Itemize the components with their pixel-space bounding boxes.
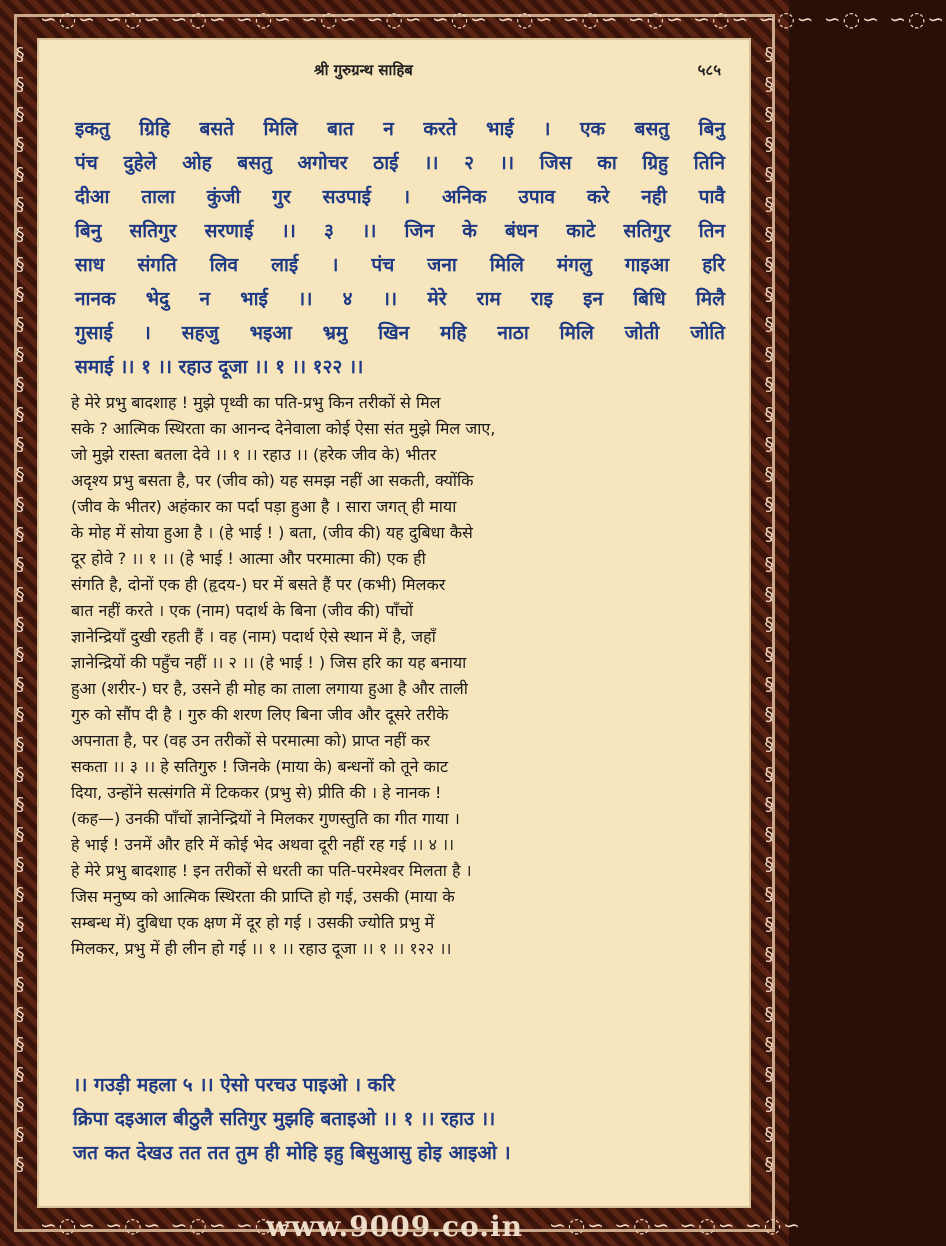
- verse-line: बिनु सतिगुर सरणाई ।। ३ ।। जिन के बंधन काटे सतिगुर तिन: [75, 220, 725, 242]
- translation-line: जिस मनुष्य को आत्मिक स्थिरता की प्राप्ति हो गई, उसकी (माया के: [71, 887, 455, 906]
- page-header: [39, 60, 753, 84]
- translation-line: जो मुझे रास्ता बतला देवे ।। १ ।। रहाउ ।। (हरेक जीव के) भीतर: [71, 445, 437, 464]
- verse-line: इकतु ग्रिहि बसते मिलि बात न करते भाई । एक बसतु बिनु: [75, 118, 725, 140]
- translation-line: हे भाई ! उनमें और हरि में कोई भेद अथवा दूरी नहीं रह गई ।। ४ ।।: [71, 835, 455, 854]
- translation-line: (कह—) उनकी पाँचों ज्ञानेन्द्रियों ने मिलकर गुणस्तुति का गीत गाया ।: [71, 809, 460, 828]
- translation-line: ज्ञानेन्द्रियाँ दुखी रहती हैं । वह (नाम) पदार्थ ऐसे स्थान में है, जहाँ: [71, 627, 436, 646]
- verse-line: गुसाई । सहजु भइआ भ्रमु खिन महि नाठा मिलि जोती जोति: [75, 322, 725, 344]
- bottom-ornament-left: ∽◌∽ ∽◌∽ ∽◌∽ ∽◌∽: [40, 1213, 293, 1237]
- verse-line: क्रिपा दइआल बीठुलै सतिगुर मुझहि बताइओ ।। १ ।। रहाउ ।।: [73, 1108, 496, 1130]
- verse-line: दीआ ताला कुंजी गुर सउपाई । अनिक उपाव करे नही पावै: [75, 186, 725, 208]
- translation-line: हुआ (शरीर-) घर है, उसने ही मोह का ताला लगाया हुआ है और ताली: [71, 679, 468, 698]
- scripture-page: [37, 38, 751, 1208]
- bottom-ornament-right: ∽◌∽ ∽◌∽ ∽◌∽ ∽◌∽: [549, 1213, 802, 1237]
- hindi-translation: [71, 390, 725, 962]
- translation-line: अपनाता है, पर (वह उन तरीकों से परमात्मा को) प्राप्त नहीं कर: [71, 731, 430, 750]
- translation-line: बात नहीं करते । एक (नाम) पदार्थ के बिना (जीव की) पाँचों: [71, 601, 414, 620]
- top-ornament: ∽◌∽ ∽◌∽ ∽◌∽ ∽◌∽ ∽◌∽ ∽◌∽ ∽◌∽ ∽◌∽ ∽◌∽ ∽◌∽ ∽◌∽ ∽◌∽ ∽◌∽ ∽◌∽: [40, 7, 946, 31]
- left-ornament: § § § § § § § § § § § § § § § § § § § § § § § § § § § § § § § § § § § § § §: [15, 44, 25, 1175]
- gurbani-verse: [75, 112, 725, 384]
- verse-line: ।। गउड़ी महला ५ ।। ऐसो परचउ पाइओ । करि: [73, 1074, 395, 1096]
- translation-line: सम्बन्ध में) दुबिधा एक क्षण में दूर हो गई । उसकी ज्योति प्रभु में: [71, 913, 435, 932]
- site-url: www.9009.co.in: [266, 1210, 523, 1243]
- translation-line: सके ? आत्मिक स्थिरता का आनन्द देनेवाला कोई ऐसा संत मुझे मिल जाए,: [71, 419, 496, 438]
- translation-line: ज्ञानेन्द्रियों की पहुँच नहीं ।। २ ।। (हे भाई ! ) जिस हरि का यह बनाया: [71, 653, 467, 672]
- translation-line: गुरु को सौंप दी है । गुरु की शरण लिए बिना जीव और दूसरे तरीके: [71, 705, 449, 724]
- right-ornament: § § § § § § § § § § § § § § § § § § § § § § § § § § § § § § § § § § § § § §: [764, 44, 774, 1175]
- translation-line: दिया, उन्होंने सत्संगति में टिककर (प्रभु से) प्रीति की । हे नानक !: [71, 783, 442, 802]
- verse-line: साध संगति लिव लाई । पंच जना मिलि मंगलु गाइआ हरि: [75, 254, 725, 276]
- translation-line: अदृश्य प्रभु बसता है, पर (जीव को) यह समझ नहीं आ सकती, क्योंकि: [71, 471, 474, 490]
- page-title: श्री गुरुग्रन्थ साहिब: [314, 61, 413, 79]
- verse-line: नानक भेदु न भाई ।। ४ ।। मेरे राम राइ इन बिधि मिलै: [75, 288, 725, 310]
- translation-line: संगति है, दोनों एक ही (हृदय-) घर में बसते हैं पर (कभी) मिलकर: [71, 575, 446, 594]
- translation-line: दूर होवे ? ।। १ ।। (हे भाई ! आत्मा और परमात्मा की) एक ही: [71, 549, 426, 568]
- verse-line: जत कत देखउ तत तत तुम ही मोहि इहु बिसुआसु होइ आइओ ।: [73, 1142, 511, 1164]
- verse-line: पंच दुहेले ओह बसतु अगोचर ठाई ।। २ ।। जिस का ग्रिहु तिनि: [75, 152, 725, 174]
- page-number: ५८५: [697, 61, 721, 79]
- translation-line: मिलकर, प्रभु में ही लीन हो गई ।। १ ।। रहाउ दूजा ।। १ ।। १२२ ।।: [71, 939, 452, 958]
- translation-line: हे मेरे प्रभु बादशाह ! मुझे पृथ्वी का पति-प्रभु किन तरीकों से मिल: [71, 393, 441, 412]
- translation-line: (जीव के भीतर) अहंकार का पर्दा पड़ा हुआ है । सारा जगत् ही माया: [71, 497, 457, 516]
- translation-line: हे मेरे प्रभु बादशाह ! इन तरीकों से धरती का पति-परमेश्वर मिलता है ।: [71, 861, 472, 880]
- verse-line: समाई ।। १ ।। रहाउ दूजा ।। १ ।। १२२ ।।: [75, 356, 364, 378]
- translation-line: सकता ।। ३ ।। हे सतिगुरु ! जिनके (माया के) बन्धनों को तूने काट: [71, 757, 449, 776]
- translation-line: के मोह में सोया हुआ है । (हे भाई ! ) बता, (जीव की) यह दुबिधा कैसे: [71, 523, 473, 542]
- gurbani-verse-next: [73, 1068, 727, 1170]
